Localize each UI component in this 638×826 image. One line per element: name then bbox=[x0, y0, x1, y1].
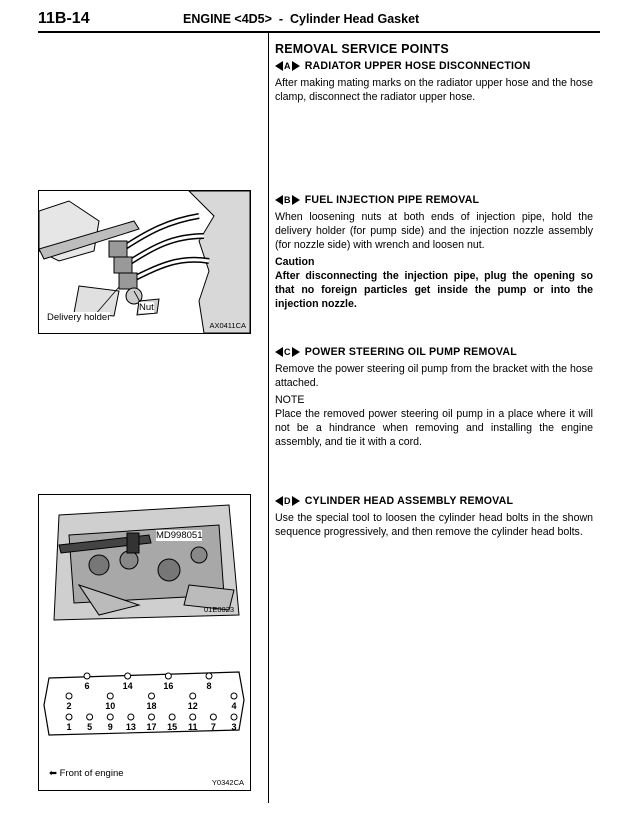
triangle-right-icon bbox=[292, 195, 300, 205]
bolt-number-5: 5 bbox=[87, 722, 93, 732]
section-d bbox=[275, 494, 593, 539]
bolt-number-6: 6 bbox=[84, 681, 90, 691]
bolt-number-11: 11 bbox=[187, 722, 198, 732]
front-of-engine-label bbox=[49, 768, 124, 779]
section-c-body: Remove the power steering oil pump from the bracket with the hose attached. bbox=[275, 363, 593, 389]
bolt-number-10: 10 bbox=[105, 701, 116, 711]
main-title: REMOVAL SERVICE POINTS bbox=[275, 42, 449, 56]
bolt-number-1: 1 bbox=[66, 722, 72, 732]
section-a bbox=[275, 42, 593, 104]
page-title: ENGINE <4D5> - Cylinder Head Gasket bbox=[183, 12, 420, 26]
caution-heading: Caution bbox=[275, 256, 315, 268]
delivery-holder-label: Delivery holder bbox=[47, 312, 111, 323]
cylinder-head-figure bbox=[38, 494, 251, 791]
triangle-left-icon bbox=[275, 347, 283, 357]
triangle-right-icon bbox=[292, 61, 300, 71]
page-number: 11B-14 bbox=[38, 10, 90, 27]
bolt-number-14: 14 bbox=[122, 681, 133, 691]
section-d-letter: D bbox=[284, 496, 291, 506]
bolt-number-4: 4 bbox=[231, 701, 237, 711]
bolt-number-13: 13 bbox=[125, 722, 136, 732]
section-c-marker bbox=[275, 345, 300, 359]
bolt-number-3: 3 bbox=[231, 722, 237, 732]
section-d-title: CYLINDER HEAD ASSEMBLY REMOVAL bbox=[304, 495, 514, 507]
bolt-number-15: 15 bbox=[167, 722, 178, 732]
section-b-heading bbox=[275, 193, 593, 207]
section-b-title: FUEL INJECTION PIPE REMOVAL bbox=[304, 194, 480, 206]
section-a-title: RADIATOR UPPER HOSE DISCONNECTION bbox=[304, 60, 531, 72]
section-a-letter: A bbox=[284, 61, 291, 71]
bolt-number-18: 18 bbox=[146, 701, 157, 711]
triangle-right-icon bbox=[292, 347, 300, 357]
bolt-number-2: 2 bbox=[66, 701, 72, 711]
section-b-letter: B bbox=[284, 195, 291, 205]
bolt-number-9: 9 bbox=[107, 722, 113, 732]
special-tool-label: MD998051 bbox=[156, 530, 203, 541]
note-body: Place the removed power steering oil pump in a place where it will not be a hindrance when removing and installing the engine assembly, and tie it with a cord. bbox=[275, 408, 593, 448]
section-c-letter: C bbox=[284, 347, 291, 357]
bolt-number-16: 16 bbox=[163, 681, 174, 691]
triangle-right-icon bbox=[292, 496, 300, 506]
figure2-code: Y0342CA bbox=[211, 778, 244, 787]
page-header bbox=[38, 10, 600, 32]
section-c-title: POWER STEERING OIL PUMP REMOVAL bbox=[304, 346, 517, 358]
section-b-body: When loosening nuts at both ends of injection pipe, hold the delivery holder (for pump side) and the injection nozzle assembly (for nozzle side) with wrench and loosen nut. bbox=[275, 211, 593, 251]
note-heading: NOTE bbox=[275, 394, 305, 406]
photo-code: 01E0023 bbox=[204, 605, 235, 614]
nut-label: Nut bbox=[139, 302, 154, 313]
triangle-left-icon bbox=[275, 496, 283, 506]
injection-pipe-figure bbox=[38, 190, 251, 334]
column-divider bbox=[268, 33, 269, 803]
bolt-number-12: 12 bbox=[187, 701, 198, 711]
section-b bbox=[275, 193, 593, 311]
figure1-code: AX0411CA bbox=[209, 321, 246, 330]
front-of-engine-text: Front of engine bbox=[59, 768, 124, 779]
section-a-marker bbox=[275, 59, 300, 73]
bolt-number-8: 8 bbox=[206, 681, 212, 691]
bolt-number-7: 7 bbox=[210, 722, 216, 732]
section-d-marker bbox=[275, 494, 300, 508]
arrow-left-icon: ⬅︎ bbox=[49, 768, 60, 779]
section-d-body: Use the special tool to loosen the cylinder head bolts in the shown sequence progressively, and then remove the cylinder head bolts. bbox=[275, 512, 593, 538]
triangle-left-icon bbox=[275, 195, 283, 205]
section-b-marker bbox=[275, 193, 300, 207]
section-d-heading bbox=[275, 494, 593, 508]
section-c-heading bbox=[275, 345, 593, 359]
bolt-number-17: 17 bbox=[146, 722, 157, 732]
section-c bbox=[275, 345, 593, 449]
triangle-left-icon bbox=[275, 61, 283, 71]
section-a-heading bbox=[275, 59, 593, 73]
caution-body: After disconnecting the injection pipe, plug the opening so that no foreign particles get inside the pump or into the injection nozzle. bbox=[275, 270, 593, 310]
section-a-body: After making mating marks on the radiator upper hose and the hose clamp, disconnect the radiator upper hose. bbox=[275, 77, 593, 103]
header-rule bbox=[38, 31, 600, 33]
bolt-number-labels bbox=[39, 660, 250, 750]
